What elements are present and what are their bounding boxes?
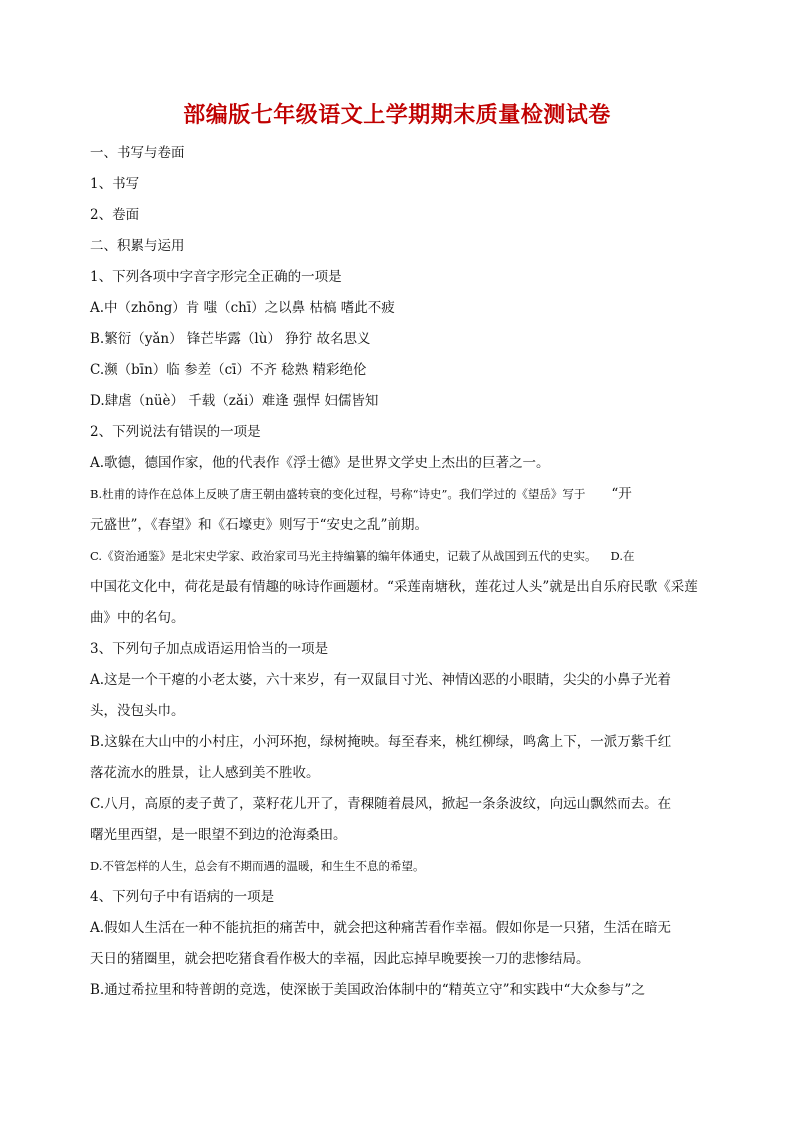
- answer-option: C.八月，高原的麦子黄了，菜籽花儿开了，青稞随着晨风，掀起一条条波纹，向远山飘然而去。在: [90, 796, 672, 812]
- answer-option: A.中（zhōng）肯 嗤（chī）之以鼻 枯槁 嗜此不疲: [90, 300, 395, 316]
- answer-option: B.这躲在大山中的小村庄，小河环抱，绿树掩映。每至春来，桃红柳绿，鸣禽上下，一派万紫千红: [90, 734, 672, 750]
- answer-option: D.肆虐（nüè） 千载（zǎi）难逢 强悍 妇儒皆知: [90, 393, 379, 409]
- subsection-item: 2、卷面: [90, 207, 140, 223]
- question-stem: 4、下列句子中有语病的一项是: [90, 889, 275, 905]
- subsection-item: 1、书写: [90, 176, 140, 192]
- section-heading: 一、书写与卷面: [90, 145, 185, 161]
- answer-option-continued: 曲》中的名句。: [90, 610, 185, 626]
- answer-option-continued: 中国花文化中，荷花是最有情趣的咏诗作画题材。“采莲南塘秋，莲花过人头”就是出自乐府民歌《采莲: [90, 579, 698, 595]
- question-stem: 3、下列句子加点成语运用恰当的一项是: [90, 641, 329, 657]
- answer-option-continued: 元盛世”，《春望》和《石壕吏》则写于“安史之乱”前期。: [90, 517, 428, 533]
- answer-option: A.这是一个干瘪的小老太婆，六十来岁，有一双鼠目寸光、神情凶恶的小眼睛，尖尖的小鼻子光着: [90, 672, 672, 688]
- answer-option-continued: 落花流水的胜景，让人感到美不胜收。: [90, 765, 320, 781]
- option-text: B.杜甫的诗作在总体上反映了唐王朝由盛转衰的变化过程，号称“诗史”。我们学过的《望岳》写于: [90, 487, 586, 501]
- answer-option: A.歌德，德国作家，他的代表作《浮士德》是世界文学史上杰出的巨著之一。: [90, 455, 550, 471]
- answer-option: B.繁衍（yǎn） 锋芒毕露（lù） 狰狞 故名思义: [90, 331, 371, 347]
- question-stem: 1、下列各项中字音字形完全正确的一项是: [90, 269, 342, 285]
- answer-option: A.假如人生活在一种不能抗拒的痛苦中，就会把这种痛苦看作幸福。假如你是一只猪，生活在暗无: [90, 920, 672, 936]
- section-heading: 二、积累与运用: [90, 238, 185, 254]
- option-text: D.在: [610, 549, 635, 563]
- question-stem: 2、下列说法有错误的一项是: [90, 424, 261, 440]
- answer-option: [90, 484, 710, 504]
- answer-option-continued: 曙光里西望，是一眼望不到边的沧海桑田。: [90, 827, 347, 843]
- answer-option: D.不管怎样的人生，总会有不期而遇的温暖，和生生不息的希望。: [90, 859, 425, 873]
- document-body: [90, 143, 710, 1011]
- answer-option-continued: 天日的猪圈里，就会把吃猪食看作极大的幸福，因此忘掉早晚要挨一刀的悲惨结局。: [90, 951, 590, 967]
- option-text: C.《资治通鉴》是北宋史学家、政治家司马光主持编纂的编年体通史，记载了从战国到五代的史实。: [90, 549, 597, 563]
- answer-option-continued: 头，没包头巾。: [90, 703, 185, 719]
- answer-option: B.通过希拉里和特普朗的竞选，使深嵌于美国政治体制中的“精英立守”和实践中“大众参与”之: [90, 982, 645, 998]
- answer-option: C.濒（bīn）临 参差（cī）不齐 稔熟 精彩绝伦: [90, 362, 367, 378]
- answer-option: [90, 546, 710, 566]
- document-title: 部编版七年级语文上学期期末质量检测试卷: [183, 103, 611, 128]
- option-text: “开: [611, 486, 632, 502]
